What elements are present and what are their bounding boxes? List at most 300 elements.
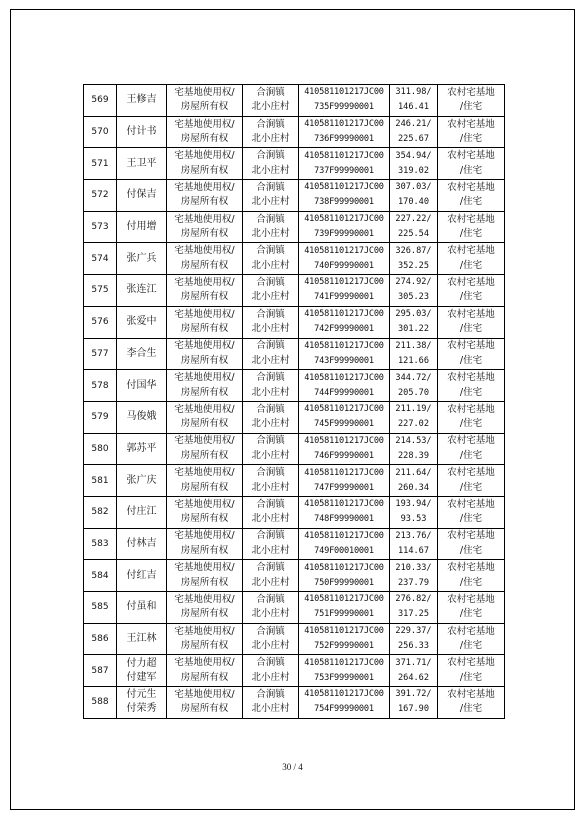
land-use-cell-line: 农村宅基地 [447, 340, 495, 352]
right-type-cell-line: 房屋所有权 [180, 703, 229, 715]
right-type-cell [167, 655, 243, 687]
unit-code-cell [299, 465, 390, 497]
owner-name-cell [117, 148, 167, 180]
area-cell-line: 256.33 [397, 641, 430, 652]
location-cell-line: 北小庄村 [251, 449, 290, 461]
location-cell-line: 合涧镇 [256, 340, 285, 352]
location-cell-line: 合涧镇 [256, 403, 285, 415]
right-type-cell-line: 房屋所有权 [180, 544, 229, 556]
unit-code-cell-line: 410581101217JC00 [304, 309, 384, 320]
table-row [84, 433, 505, 465]
area-cell-line: 274.92/ [395, 277, 432, 288]
land-use-cell-line: 农村宅基地 [447, 150, 495, 162]
unit-code-cell-line: 737F99990001 [314, 165, 374, 176]
area-cell [390, 592, 438, 624]
right-type-cell [167, 211, 243, 243]
area-cell [390, 370, 438, 402]
land-use-cell-line: /住宅 [459, 196, 483, 208]
location-cell-line: 合涧镇 [256, 150, 285, 162]
unit-code-cell [299, 687, 390, 719]
right-type-cell-line: 房屋所有权 [180, 386, 229, 398]
land-use-cell-line: /住宅 [459, 386, 483, 398]
area-cell-line: 121.66 [397, 355, 430, 366]
owner-name-cell-line: 付用增 [126, 221, 157, 233]
right-type-cell-line: 房屋所有权 [180, 196, 229, 208]
unit-code-cell [299, 275, 390, 307]
area-cell-line: 205.70 [397, 387, 430, 398]
location-cell [243, 465, 299, 497]
unit-code-cell-line: 410581101217JC00 [304, 119, 384, 130]
land-use-cell-line: /住宅 [459, 608, 483, 620]
right-type-cell-line: 房屋所有权 [180, 291, 229, 303]
land-use-cell-line: 农村宅基地 [447, 562, 495, 574]
owner-name-cell-line: 付红吉 [126, 569, 157, 581]
land-use-cell-line: 农村宅基地 [447, 467, 495, 479]
right-type-cell-line: 宅基地使用权/ [174, 403, 235, 415]
location-cell [243, 116, 299, 148]
land-use-cell [438, 275, 505, 307]
row-number-cell: 584 [84, 560, 117, 592]
unit-code-cell-line: 747F99990001 [314, 482, 374, 493]
location-cell-line: 合涧镇 [256, 86, 285, 98]
row-number-cell: 585 [84, 592, 117, 624]
location-cell [243, 306, 299, 338]
area-cell-line: 211.64/ [395, 467, 432, 478]
location-cell-line: 北小庄村 [251, 354, 290, 366]
location-cell [243, 148, 299, 180]
row-number-cell: 576 [84, 306, 117, 338]
land-use-cell-line: /住宅 [459, 576, 483, 588]
owner-name-cell-line: 付力超 [126, 657, 157, 669]
unit-code-cell [299, 306, 390, 338]
location-cell [243, 180, 299, 212]
owner-name-cell-line: 王卫平 [126, 157, 157, 169]
area-cell-line: 260.34 [397, 482, 430, 493]
land-use-cell [438, 180, 505, 212]
right-type-cell [167, 687, 243, 719]
location-cell-line: 北小庄村 [251, 133, 290, 145]
land-use-cell-line: 农村宅基地 [447, 657, 495, 669]
owner-name-cell [117, 528, 167, 560]
unit-code-cell [299, 211, 390, 243]
right-type-cell-line: 宅基地使用权/ [174, 340, 235, 352]
owner-name-cell [117, 401, 167, 433]
area-cell [390, 401, 438, 433]
unit-code-cell-line: 410581101217JC00 [304, 562, 384, 573]
area-cell [390, 465, 438, 497]
land-use-cell-line: /住宅 [459, 323, 483, 335]
right-type-cell-line: 宅基地使用权/ [174, 181, 235, 193]
right-type-cell-line: 宅基地使用权/ [174, 467, 235, 479]
unit-code-cell [299, 433, 390, 465]
land-use-cell-line: /住宅 [459, 513, 483, 525]
land-use-cell-line: /住宅 [459, 133, 483, 145]
location-cell-line: 北小庄村 [251, 576, 290, 588]
area-cell-line: 227.22/ [395, 214, 432, 225]
land-use-cell-line: /住宅 [459, 354, 483, 366]
location-cell-line: 北小庄村 [251, 640, 290, 652]
unit-code-cell-line: 410581101217JC00 [304, 530, 384, 541]
unit-code-cell-line: 410581101217JC00 [304, 404, 384, 415]
land-use-cell-line: /住宅 [459, 481, 483, 493]
area-cell-line: 170.40 [397, 197, 430, 208]
right-type-cell-line: 房屋所有权 [180, 101, 229, 113]
owner-name-cell-line: 付计书 [126, 126, 157, 138]
land-use-cell [438, 370, 505, 402]
unit-code-cell-line: 748F99990001 [314, 514, 374, 525]
right-type-cell [167, 275, 243, 307]
row-number-cell: 571 [84, 148, 117, 180]
unit-code-cell-line: 410581101217JC00 [304, 689, 384, 700]
table-row [84, 116, 505, 148]
unit-code-cell-line: 410581101217JC00 [304, 182, 384, 193]
right-type-cell-line: 宅基地使用权/ [174, 213, 235, 225]
location-cell [243, 433, 299, 465]
land-use-cell-line: /住宅 [459, 291, 483, 303]
location-cell-line: 合涧镇 [256, 181, 285, 193]
right-type-cell [167, 560, 243, 592]
area-cell-line: 311.98/ [395, 87, 432, 98]
unit-code-cell [299, 180, 390, 212]
location-cell-line: 合涧镇 [256, 498, 285, 510]
area-cell [390, 148, 438, 180]
unit-code-cell [299, 116, 390, 148]
right-type-cell-line: 宅基地使用权/ [174, 435, 235, 447]
owner-name-cell [117, 180, 167, 212]
owner-name-cell [117, 560, 167, 592]
right-type-cell-line: 房屋所有权 [180, 608, 229, 620]
location-cell-line: 合涧镇 [256, 593, 285, 605]
location-cell-line: 北小庄村 [251, 101, 290, 113]
right-type-cell [167, 85, 243, 117]
right-type-cell-line: 宅基地使用权/ [174, 372, 235, 384]
land-use-cell-line: /住宅 [459, 164, 483, 176]
location-cell-line: 北小庄村 [251, 228, 290, 240]
owner-name-cell-line: 马俊娥 [126, 411, 157, 423]
unit-code-cell-line: 410581101217JC00 [304, 594, 384, 605]
right-type-cell-line: 房屋所有权 [180, 354, 229, 366]
location-cell-line: 北小庄村 [251, 481, 290, 493]
right-type-cell [167, 623, 243, 655]
unit-code-cell [299, 370, 390, 402]
owner-name-cell [117, 370, 167, 402]
area-cell-line: 317.25 [397, 609, 430, 620]
right-type-cell [167, 370, 243, 402]
table-row [84, 592, 505, 624]
unit-code-cell [299, 85, 390, 117]
page-number: 30 / 4 [282, 762, 303, 772]
table-row [84, 465, 505, 497]
row-number-cell: 586 [84, 623, 117, 655]
owner-name-cell [117, 211, 167, 243]
owner-name-cell-line: 付虽和 [126, 601, 157, 613]
owner-name-cell [117, 338, 167, 370]
unit-code-cell [299, 338, 390, 370]
owner-name-cell [117, 592, 167, 624]
right-type-cell-line: 宅基地使用权/ [174, 118, 235, 130]
location-cell [243, 370, 299, 402]
area-cell-line: 326.87/ [395, 245, 432, 256]
right-type-cell [167, 465, 243, 497]
land-use-cell-line: 农村宅基地 [447, 118, 495, 130]
location-cell [243, 243, 299, 275]
land-use-cell [438, 338, 505, 370]
land-use-cell [438, 687, 505, 719]
location-cell [243, 592, 299, 624]
location-cell-line: 合涧镇 [256, 657, 285, 669]
owner-name-cell [117, 623, 167, 655]
land-use-cell-line: 农村宅基地 [447, 213, 495, 225]
unit-code-cell-line: 741F99990001 [314, 292, 374, 303]
right-type-cell-line: 宅基地使用权/ [174, 150, 235, 162]
owner-name-cell [117, 306, 167, 338]
right-type-cell-line: 房屋所有权 [180, 418, 229, 430]
land-use-cell-line: /住宅 [459, 418, 483, 430]
location-cell [243, 528, 299, 560]
location-cell-line: 合涧镇 [256, 530, 285, 542]
location-cell [243, 655, 299, 687]
row-number-cell: 581 [84, 465, 117, 497]
land-use-cell [438, 465, 505, 497]
owner-name-cell-line: 付元生 [126, 689, 157, 701]
area-cell [390, 560, 438, 592]
area-cell-line: 371.71/ [395, 657, 432, 668]
area-cell-line: 246.21/ [395, 119, 432, 130]
right-type-cell [167, 116, 243, 148]
row-number-cell: 588 [84, 687, 117, 719]
unit-code-cell [299, 401, 390, 433]
location-cell [243, 211, 299, 243]
land-use-cell [438, 211, 505, 243]
land-use-cell [438, 306, 505, 338]
land-use-cell [438, 85, 505, 117]
land-use-cell-line: /住宅 [459, 640, 483, 652]
area-cell-line: 225.67 [397, 134, 430, 145]
area-cell-line: 214.53/ [395, 435, 432, 446]
location-cell-line: 合涧镇 [256, 213, 285, 225]
area-cell-line: 210.33/ [395, 562, 432, 573]
right-type-cell [167, 496, 243, 528]
owner-name-cell-line: 张爱中 [126, 316, 157, 328]
row-number-cell: 582 [84, 496, 117, 528]
unit-code-cell-line: 744F99990001 [314, 387, 374, 398]
row-number-cell: 575 [84, 275, 117, 307]
table-row [84, 655, 505, 687]
area-cell-line: 146.41 [397, 102, 430, 113]
right-type-cell-line: 房屋所有权 [180, 481, 229, 493]
right-type-cell-line: 房屋所有权 [180, 449, 229, 461]
right-type-cell-line: 宅基地使用权/ [174, 688, 235, 700]
area-cell-line: 354.94/ [395, 150, 432, 161]
land-use-cell-line: 农村宅基地 [447, 181, 495, 193]
area-cell [390, 338, 438, 370]
table-row [84, 370, 505, 402]
right-type-cell-line: 宅基地使用权/ [174, 657, 235, 669]
row-number-cell: 573 [84, 211, 117, 243]
unit-code-cell-line: 749F00010001 [314, 545, 374, 556]
right-type-cell-line: 房屋所有权 [180, 323, 229, 335]
unit-code-cell-line: 410581101217JC00 [304, 150, 384, 161]
land-use-cell [438, 401, 505, 433]
land-use-cell-line: /住宅 [459, 101, 483, 113]
unit-code-cell-line: 754F99990001 [314, 704, 374, 715]
right-type-cell-line: 宅基地使用权/ [174, 276, 235, 288]
owner-name-cell [117, 496, 167, 528]
row-number-cell: 569 [84, 85, 117, 117]
area-cell-line: 193.94/ [395, 499, 432, 510]
right-type-cell-line: 宅基地使用权/ [174, 86, 235, 98]
location-cell-line: 北小庄村 [251, 703, 290, 715]
owner-name-cell [117, 465, 167, 497]
table-body [84, 85, 505, 719]
unit-code-cell-line: 736F99990001 [314, 134, 374, 145]
land-use-cell-line: 农村宅基地 [447, 86, 495, 98]
area-cell-line: 211.19/ [395, 404, 432, 415]
land-use-cell [438, 655, 505, 687]
unit-code-cell-line: 738F99990001 [314, 197, 374, 208]
unit-code-cell-line: 745F99990001 [314, 419, 374, 430]
row-number-cell: 580 [84, 433, 117, 465]
table-row [84, 401, 505, 433]
area-cell-line: 295.03/ [395, 309, 432, 320]
location-cell-line: 合涧镇 [256, 372, 285, 384]
area-cell-line: 305.23 [397, 292, 430, 303]
unit-code-cell-line: 753F99990001 [314, 672, 374, 683]
table-row [84, 275, 505, 307]
right-type-cell [167, 401, 243, 433]
table-row [84, 243, 505, 275]
land-use-cell-line: 农村宅基地 [447, 308, 495, 320]
owner-name-cell-line: 付林吉 [126, 537, 157, 549]
right-type-cell-line: 房屋所有权 [180, 259, 229, 271]
area-cell-line: 228.39 [397, 450, 430, 461]
owner-name-cell [117, 116, 167, 148]
row-number-cell: 570 [84, 116, 117, 148]
row-number-cell: 577 [84, 338, 117, 370]
unit-code-cell-line: 752F99990001 [314, 641, 374, 652]
right-type-cell-line: 房屋所有权 [180, 576, 229, 588]
right-type-cell-line: 房屋所有权 [180, 133, 229, 145]
table-row [84, 306, 505, 338]
area-cell [390, 623, 438, 655]
location-cell-line: 北小庄村 [251, 608, 290, 620]
unit-code-cell [299, 528, 390, 560]
area-cell-line: 264.62 [397, 672, 430, 683]
unit-code-cell-line: 740F99990001 [314, 260, 374, 271]
area-cell-line: 307.03/ [395, 182, 432, 193]
location-cell-line: 合涧镇 [256, 562, 285, 574]
row-number-cell: 574 [84, 243, 117, 275]
right-type-cell [167, 592, 243, 624]
table-row [84, 496, 505, 528]
location-cell-line: 合涧镇 [256, 688, 285, 700]
right-type-cell-line: 宅基地使用权/ [174, 308, 235, 320]
location-cell-line: 合涧镇 [256, 435, 285, 447]
owner-name-cell-line: 付荣秀 [126, 703, 157, 715]
area-cell-line: 237.79 [397, 577, 430, 588]
area-cell [390, 433, 438, 465]
land-use-cell-line: 农村宅基地 [447, 530, 495, 542]
unit-code-cell-line: 410581101217JC00 [304, 657, 384, 668]
owner-name-cell [117, 85, 167, 117]
owner-name-cell [117, 655, 167, 687]
table-row [84, 180, 505, 212]
location-cell-line: 合涧镇 [256, 245, 285, 257]
land-use-cell [438, 496, 505, 528]
land-use-cell [438, 528, 505, 560]
area-cell-line: 93.53 [400, 514, 427, 525]
table-row [84, 560, 505, 592]
land-use-cell [438, 623, 505, 655]
area-cell-line: 227.02 [397, 419, 430, 430]
land-use-cell-line: 农村宅基地 [447, 245, 495, 257]
location-cell-line: 合涧镇 [256, 625, 285, 637]
location-cell-line: 合涧镇 [256, 308, 285, 320]
land-use-cell [438, 592, 505, 624]
registration-table [83, 84, 505, 719]
owner-name-cell-line: 张连江 [126, 284, 157, 296]
table-row [84, 528, 505, 560]
area-cell-line: 276.82/ [395, 594, 432, 605]
right-type-cell [167, 433, 243, 465]
location-cell [243, 85, 299, 117]
right-type-cell [167, 180, 243, 212]
location-cell [243, 401, 299, 433]
area-cell-line: 225.54 [397, 229, 430, 240]
area-cell-line: 391.72/ [395, 689, 432, 700]
right-type-cell [167, 243, 243, 275]
unit-code-cell [299, 655, 390, 687]
unit-code-cell [299, 496, 390, 528]
area-cell-line: 114.67 [397, 545, 430, 556]
unit-code-cell-line: 742F99990001 [314, 324, 374, 335]
land-use-cell [438, 116, 505, 148]
area-cell [390, 306, 438, 338]
land-use-cell-line: 农村宅基地 [447, 435, 495, 447]
row-number-cell: 587 [84, 655, 117, 687]
area-cell-line: 229.37/ [395, 626, 432, 637]
right-type-cell-line: 房屋所有权 [180, 640, 229, 652]
table-row [84, 211, 505, 243]
location-cell-line: 北小庄村 [251, 323, 290, 335]
area-cell-line: 319.02 [397, 165, 430, 176]
right-type-cell-line: 房屋所有权 [180, 513, 229, 525]
owner-name-cell-line: 付国华 [126, 379, 157, 391]
owner-name-cell-line: 付建军 [126, 671, 157, 683]
unit-code-cell-line: 751F99990001 [314, 609, 374, 620]
location-cell-line: 北小庄村 [251, 259, 290, 271]
land-use-cell [438, 560, 505, 592]
table-row [84, 148, 505, 180]
unit-code-cell [299, 148, 390, 180]
area-cell [390, 180, 438, 212]
location-cell-line: 北小庄村 [251, 196, 290, 208]
unit-code-cell-line: 410581101217JC00 [304, 87, 384, 98]
area-cell [390, 655, 438, 687]
right-type-cell [167, 528, 243, 560]
location-cell-line: 合涧镇 [256, 118, 285, 130]
unit-code-cell-line: 410581101217JC00 [304, 277, 384, 288]
location-cell-line: 北小庄村 [251, 513, 290, 525]
table-row [84, 623, 505, 655]
land-use-cell [438, 433, 505, 465]
unit-code-cell-line: 410581101217JC00 [304, 245, 384, 256]
unit-code-cell-line: 750F99990001 [314, 577, 374, 588]
unit-code-cell-line: 410581101217JC00 [304, 467, 384, 478]
location-cell-line: 北小庄村 [251, 544, 290, 556]
right-type-cell-line: 宅基地使用权/ [174, 245, 235, 257]
area-cell [390, 85, 438, 117]
